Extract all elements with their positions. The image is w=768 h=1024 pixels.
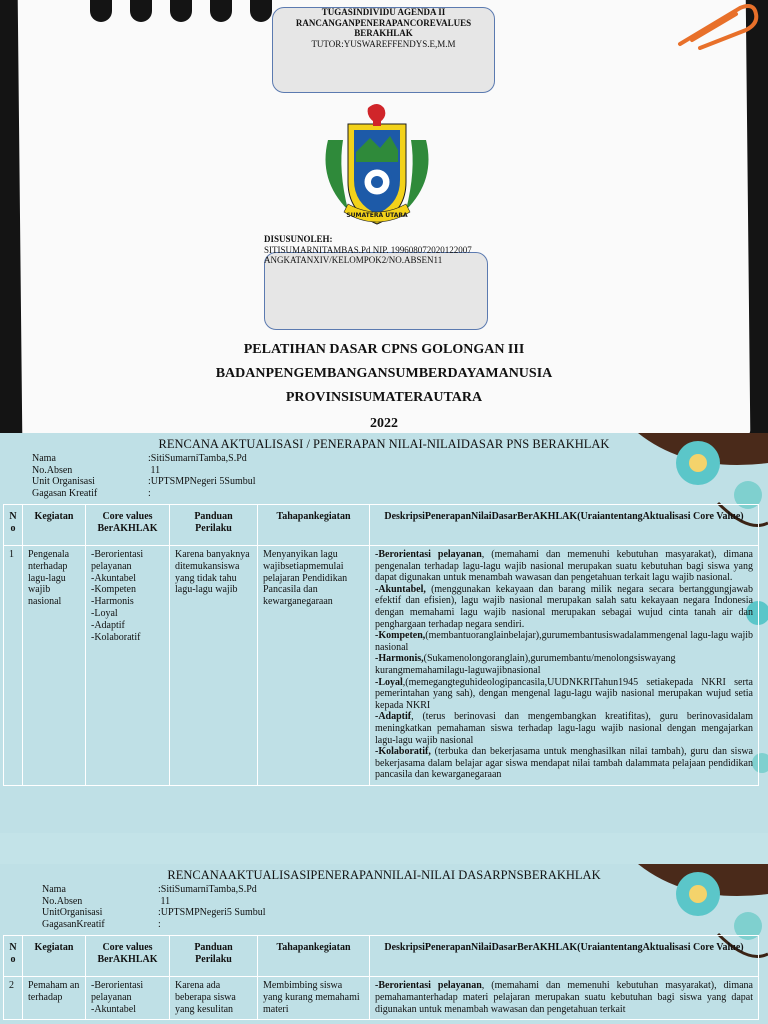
description-item: -Loyal,(memegangteguhideologipancasila,UUDNKRITahun1945 setiakepada NKRI serta pemerintahan yang sah), dengan mengenal lagu-lagu wajib nasional merupakan wujud setia kepada NKRI [375,676,753,711]
table-row [4,546,759,786]
emblem-banner-text: SUMATERA UTARA [346,212,408,219]
author-block [264,234,472,266]
description-item: -Berorientasi pelayanan, (memahami dan memenuhi kebutuhan masyarakat), dimana pengenalan terhadap lagu-lagu wajib nasional merupakan suatu kebutuhan bagi siswa yang dapat digunakan untuk menambah wawasan dan pengetahuan terkait lagu wajib nasional. [375,549,753,584]
identity-row: No.Absen 11 [32,464,161,476]
table-header-row [4,936,759,977]
batch-line: ANGKATANXIV/KELOMPOK2/NO.ABSEN11 [264,255,443,265]
page-gap [0,833,768,864]
assignment-block [272,7,495,49]
table-header-row [4,505,759,546]
cell-core-values: -Berorientasi pelayanan -Akuntabel -Kompeten -Harmonis -Loyal -Adaptif -Kolaboratif [86,546,170,786]
page-title: RENCANAAKTUALISASIPENERAPANNILAI-NILAI DASARPNSBERAKHLAK [167,868,601,882]
binder-ring [250,0,272,22]
col-header-stages: Tahapankegiatan [258,505,370,546]
description-item: -Kolaboratif, (terbuka dan bekerjasama untuk menghasilkan nilai tambah), guru dan siswa bekerjasama dalam belajar agar siswa mendapat nilai tambah dalammata pelajaan pendidikan pancasila dan kewarganegaraan [375,746,753,781]
identity-row: Unit Organisasi :UPTSMPNegeri 5Sumbul [32,476,256,487]
col-header-behavior-guide: Panduan Perilaku [170,936,258,977]
cell-no: 2 [4,977,23,1020]
page-title: RENCANA AKTUALISASI / PENERAPAN NILAI-NILAIDASAR PNS BERAKHLAK [158,437,610,451]
cell-activity: Pengenala nterhadap lagu-lagu wajib nasional [23,546,86,786]
heading-year: 2022 [370,416,398,431]
identity-row: Gagasan Kreatif : [32,487,151,499]
author-line: SITISUMARNITAMBAS.Pd NIP. 199608072020122007 [264,244,472,255]
action-plan-table [3,504,759,786]
heading-province: PROVINSISUMATERAUTARA [285,390,483,405]
compiled-by-label: DISUSUNOLEH: [264,234,333,244]
col-header-core-values: Core values BerAKHLAK [86,936,170,977]
identity-row: UnitOrganisasi :UPTSMPNegeri5 Sumbul [42,907,266,918]
cell-description [370,977,759,1020]
identity-row: Nama :SitiSumarniTamba,S.Pd [42,884,257,895]
cell-description [370,546,759,786]
identity-block [42,884,266,930]
cell-core-values: -Berorientasi pelayanan -Akuntabel [86,977,170,1020]
description-item: -Akuntabel, (menggunakan kekayaan dan barang milik negara secara bertanggungjawab efektif dan efisien), lagu wajib nasional merupakan salah satu kekayaan negara Indonesia dengan memahami lagu wajib nasional merupakan sebagai wujud cinta tanah air dan penghargaan terhadap negara sendiri. [375,583,753,630]
binder-ring [90,0,112,22]
cell-stages: Menyanyikan lagu wajibsetiapmemulai pelajaran Pendidikan Pancasila dan kewarganegaraan [258,546,370,786]
col-header-no: N o [4,505,23,546]
identity-row: GagasanKreatif : [42,918,161,930]
assignment-title: TUGASINDIVIDU AGENDA II [321,7,446,17]
cell-no: 1 [4,546,23,786]
table-row [4,977,759,1020]
description-item: -Berorientasi pelayanan, (memahami dan memenuhi kebutuhan masyarakat), dimana pemahamanterhadap materi pelajaran merupakan suatu kebutuhan bagi siswa yang dapat digunakan untuk menambah wawasan dan pengetahuan terkait [375,980,753,1015]
col-header-stages: Tahapankegiatan [258,936,370,977]
description-item: -Adaptif, (terus berinovasi dan mengembangkan kreatifitas), guru berinovasidalam meningkatkan pemahaman siswa terhadap lagu-lagu wajib nasional dengan mengajarkan lagu-lagu wajib nasional [375,711,753,746]
identity-row: Nama :SitiSumarniTamba,S.Pd [32,453,247,464]
description-item: -Harmonis,(Sukamenolongoranglain),gurumembantu/menolongsiswayang kurangmemahamilagu-laguwajibnasional [375,653,676,676]
assignment-subtitle: RANCANGANPENERAPANCOREVALUES BERAKHLAK [295,17,472,38]
col-header-description: DeskripsiPenerapanNilaiDasarBerAKHLAK(UraiantentangAktualisasi Core Value) [370,505,759,546]
col-header-no: N o [4,936,23,977]
heading-training: PELATIHAN DASAR CPNS GOLONGAN III [243,342,525,357]
cover-page [0,0,768,433]
cell-behavior-guide: Karena banyaknya ditemukansiswa yang tidak tahu lagu-lagu wajib [170,546,258,786]
binder-ring [210,0,232,22]
paper-clip-icon [670,0,760,50]
sumatera-utara-emblem-icon [318,100,436,232]
action-plan-table [3,935,759,1020]
identity-block [32,453,256,499]
col-header-description: DeskripsiPenerapanNilaiDasarBerAKHLAK(UraiantentangAktualisasi Core Value) [370,936,759,977]
cell-activity: Pemaham an terhadap [23,977,86,1020]
cell-stages: Membimbing siswa yang kurang memahami materi [258,977,370,1020]
identity-row: No.Absen 11 [42,895,171,907]
tutor-line: TUTOR:YUSWAREFFENDYS.E,M.M [311,38,456,49]
description-item: -Kompeten,(membantuoranglainbelajar),gurumembantusiswadalammengenal lagu-lagu wajib nasional [375,630,753,653]
col-header-behavior-guide: Panduan Perilaku [170,505,258,546]
cell-behavior-guide: Karena ada beberapa siswa yang kesulitan [170,977,258,1020]
action-plan-page-1 [0,433,768,833]
col-header-activity: Kegiatan [23,505,86,546]
col-header-core-values: Core values BerAKHLAK [86,505,170,546]
binder-ring [170,0,192,22]
action-plan-page-2 [0,864,768,1024]
col-header-activity: Kegiatan [23,936,86,977]
binder-ring [130,0,152,22]
heading-agency: BADANPENGEMBANGANSUMBERDAYAMANUSIA [215,366,553,381]
